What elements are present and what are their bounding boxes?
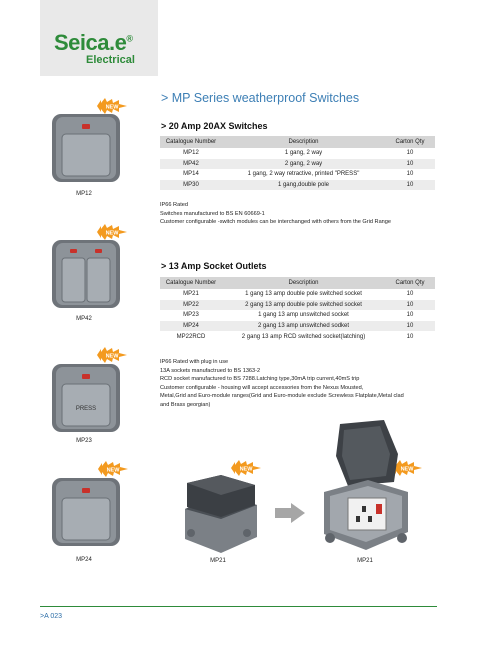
cell-catalogue: MP12 bbox=[183, 150, 199, 157]
footer-divider bbox=[40, 606, 437, 607]
cell-description: 2 gang 13 amp RCD switched socket(latching) bbox=[241, 333, 366, 340]
table-row bbox=[160, 331, 435, 342]
switches-notes bbox=[160, 201, 450, 227]
col-catalogue: Catalogue Number bbox=[160, 136, 222, 148]
cell-description: 1 gang,double pole bbox=[222, 180, 385, 191]
cell-catalogue: MP23 bbox=[183, 312, 199, 319]
cell-qty: 10 bbox=[406, 333, 414, 340]
svg-text:NEW: NEW bbox=[106, 467, 120, 474]
cell-catalogue: MP22 bbox=[160, 300, 222, 311]
svg-text:NEW: NEW bbox=[400, 466, 414, 473]
note-line: IP66 Rated with plug in use bbox=[160, 359, 229, 365]
col-description: Description bbox=[222, 136, 385, 148]
cell-catalogue: MP24 bbox=[160, 321, 222, 332]
cell-catalogue: MP30 bbox=[160, 180, 222, 191]
mp12-switch-image bbox=[50, 112, 122, 184]
cell-catalogue: MP21 bbox=[183, 291, 199, 298]
page-title: > MP Series weatherproof Switches bbox=[161, 91, 360, 105]
col-qty: Carton Qty bbox=[385, 277, 435, 289]
new-badge bbox=[98, 461, 128, 477]
sockets-table bbox=[160, 277, 435, 342]
svg-text:NEW: NEW bbox=[239, 466, 253, 473]
mp21-closed-caption: MP21 bbox=[210, 558, 226, 564]
table-header-row bbox=[160, 136, 435, 148]
brand-name: Seica.e® bbox=[54, 30, 133, 55]
cell-description: 1 gang, 2 way retractive, printed "PRESS" bbox=[247, 171, 360, 178]
svg-text:PRESS: PRESS bbox=[75, 406, 97, 412]
cell-qty: 10 bbox=[385, 159, 435, 170]
col-description: Description bbox=[222, 277, 385, 289]
note-line: IP66 Rated bbox=[160, 202, 188, 208]
svg-text:NEW: NEW bbox=[105, 353, 119, 360]
cell-description: 1 gang, 2 way bbox=[284, 150, 323, 157]
note-line: Metal,Grid and Euro-module ranges(Grid and Euro-module exclude Screwless Flatplate,Metal clad bbox=[160, 393, 404, 400]
table-row bbox=[160, 321, 435, 332]
cell-catalogue: MP22RCD bbox=[176, 333, 206, 340]
table-row bbox=[160, 148, 435, 159]
brand-sub: Electrical bbox=[86, 54, 135, 66]
cell-description: 2 gang, 2 way bbox=[222, 159, 385, 170]
cell-qty: 10 bbox=[385, 180, 435, 191]
mp24-switch-image bbox=[50, 476, 122, 548]
note-line: Customer configurable - housing will accept accessories from the Nexus Mousted, bbox=[160, 384, 364, 391]
mp23-switch-image bbox=[50, 362, 122, 434]
table-row bbox=[160, 159, 435, 170]
switches-table bbox=[160, 136, 435, 190]
cell-catalogue: MP14 bbox=[183, 171, 199, 178]
arrow-right-icon bbox=[275, 503, 305, 523]
cell-description: 1 gang 13 amp double pole switched socket bbox=[245, 291, 362, 298]
col-catalogue: Catalogue Number bbox=[160, 277, 222, 289]
cell-description: 2 gang 13 amp unswitched sodket bbox=[222, 321, 385, 332]
note-line: Customer configurable -switch modules can be interchanged with others from the Grid Range bbox=[160, 219, 392, 226]
cell-catalogue: MP42 bbox=[160, 159, 222, 170]
new-badge bbox=[231, 460, 261, 476]
mp23-caption: MP23 bbox=[76, 438, 92, 444]
sockets-heading: > 13 Amp Socket Outlets bbox=[161, 261, 267, 271]
table-row bbox=[160, 169, 435, 180]
table-header-row bbox=[160, 277, 435, 289]
page-number: >A 023 bbox=[40, 613, 62, 620]
mp21-closed-image bbox=[175, 475, 263, 557]
cell-qty: 10 bbox=[406, 312, 414, 319]
cell-description: 2 gang 13 amp double pole switched socket bbox=[222, 300, 385, 311]
cell-qty: 10 bbox=[406, 291, 414, 298]
cell-qty: 10 bbox=[406, 150, 414, 157]
table-row bbox=[160, 289, 435, 300]
cell-qty: 10 bbox=[385, 321, 435, 332]
sockets-notes bbox=[160, 358, 450, 410]
cell-qty: 10 bbox=[406, 171, 414, 178]
mp12-caption: MP12 bbox=[76, 191, 92, 197]
mp21-open-caption: MP21 bbox=[357, 558, 373, 564]
cell-qty: 10 bbox=[385, 300, 435, 311]
brand-logo bbox=[40, 0, 158, 76]
cell-description: 1 gang 13 amp unswitched socket bbox=[258, 312, 349, 319]
mp42-caption: MP42 bbox=[76, 316, 92, 322]
switches-heading: > 20 Amp 20AX Switches bbox=[161, 121, 268, 131]
mp21-open-image bbox=[318, 420, 412, 558]
svg-text:NEW: NEW bbox=[105, 104, 119, 111]
table-row bbox=[160, 310, 435, 321]
table-row bbox=[160, 300, 435, 311]
note-line: and Brass georgian) bbox=[160, 401, 211, 408]
note-line: Switches manufactured to BS EN 60669-1 bbox=[160, 210, 265, 217]
note-line: RCD socket manufactured to BS 7288.Latching type,30mA trip current,40mS trip bbox=[160, 376, 360, 383]
col-qty: Carton Qty bbox=[385, 136, 435, 148]
note-line: 13A sockets manufactrued to BS 1363-2 bbox=[160, 367, 261, 374]
new-badge bbox=[97, 347, 127, 363]
table-row bbox=[160, 180, 435, 191]
mp24-caption: MP24 bbox=[76, 557, 92, 563]
svg-text:NEW: NEW bbox=[105, 230, 119, 237]
mp42-switch-image bbox=[50, 238, 122, 310]
